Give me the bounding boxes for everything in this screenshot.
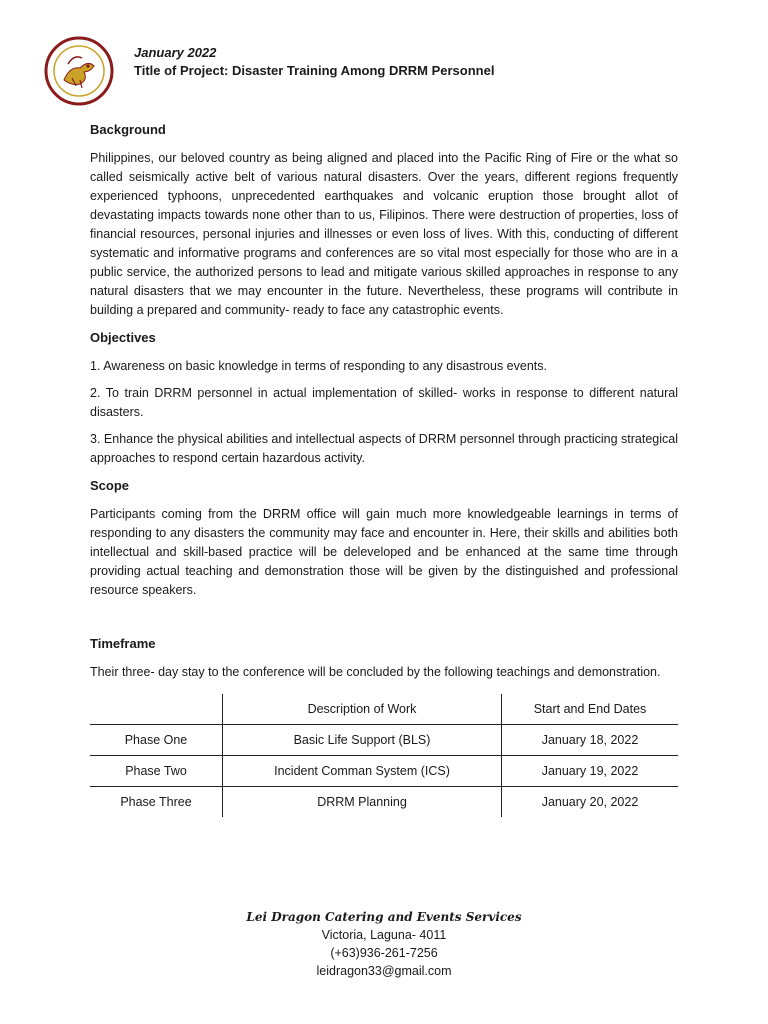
timeframe-table	[90, 694, 678, 817]
table-header-row	[90, 694, 678, 725]
date-cell: January 18, 2022	[502, 725, 679, 756]
description-cell: DRRM Planning	[223, 787, 502, 818]
objective-item: 2. To train DRRM personnel in actual implementation of skilled- works in response to different natural disasters.	[90, 386, 678, 419]
date-cell: January 19, 2022	[502, 756, 679, 787]
description-cell: Basic Life Support (BLS)	[223, 725, 502, 756]
scope-section	[90, 476, 678, 600]
objective-item: 3. Enhance the physical abilities and intellectual aspects of DRRM personnel through practicing strategical approaches to respond certain hazardous activity.	[90, 432, 678, 465]
project-title: Title of Project: Disaster Training Among DRRM Personnel	[134, 63, 495, 78]
timeframe-heading: Timeframe	[90, 636, 156, 651]
company-logo	[44, 36, 114, 106]
table-row	[90, 787, 678, 818]
timeframe-intro: Their three- day stay to the conference will be concluded by the following teachings and demonstration.	[90, 665, 661, 679]
document-header	[134, 44, 494, 80]
table-row	[90, 725, 678, 756]
document-footer	[0, 908, 768, 980]
table-header-cell: Description of Work	[223, 694, 502, 725]
background-text: Philippines, our beloved country as being aligned and placed into the Pacific Ring of Fire or the what so called seismically active belt of various natural disasters. Over the years, different regions frequently experienced typhoons, unprecedented earthquakes and volcanic eruption those brought allot of devastating impacts towards none other than to us, Filipinos. There were destruction of properties, loss of financial resources, personal injuries and illnesses or even loss of lives. With this, conducting of different systematic and informative programs and conferences are so vital most especially for those who are in a public service, the authorized persons to lead and mitigate various skilled approaches in response to any natural disasters that we may encounter in the future. Nevertheless, these programs will contribute in building a prepared and community- ready to face any catastrophic events.	[90, 151, 678, 317]
background-heading: Background	[90, 122, 166, 137]
footer-phone: (+63)936-261-7256	[330, 946, 438, 960]
phase-cell: Phase One	[90, 725, 223, 756]
objectives-section	[90, 328, 678, 468]
table-row	[90, 756, 678, 787]
scope-text: Participants coming from the DRRM office will gain much more knowledgeable learnings in terms of responding to any disasters the community may face and encounter in. Here, their skills and abilities both intellectual and skill-based practice will be deleveloped and be enhanced at the same time through providing actual teaching and demonstration those will be given by the distinguished and professional resource speakers.	[90, 507, 678, 597]
table-header-cell	[90, 694, 223, 725]
timeframe-section	[90, 634, 678, 817]
table-header-cell: Start and End Dates	[502, 694, 679, 725]
scope-heading: Scope	[90, 478, 130, 493]
objectives-heading: Objectives	[90, 330, 156, 345]
background-section	[90, 120, 678, 320]
footer-email: leidragon33@gmail.com	[316, 964, 452, 978]
document-body	[90, 120, 678, 823]
footer-address: Victoria, Laguna- 4011	[321, 928, 447, 942]
phase-cell: Phase Two	[90, 756, 223, 787]
date-cell: January 20, 2022	[502, 787, 679, 818]
document-date: January 2022	[134, 45, 217, 60]
phase-cell: Phase Three	[90, 787, 223, 818]
footer-company: Lei Dragon Catering and Events Services	[246, 910, 522, 924]
description-cell: Incident Comman System (ICS)	[223, 756, 502, 787]
objective-item: 1. Awareness on basic knowledge in terms of responding to any disastrous events.	[90, 359, 547, 373]
